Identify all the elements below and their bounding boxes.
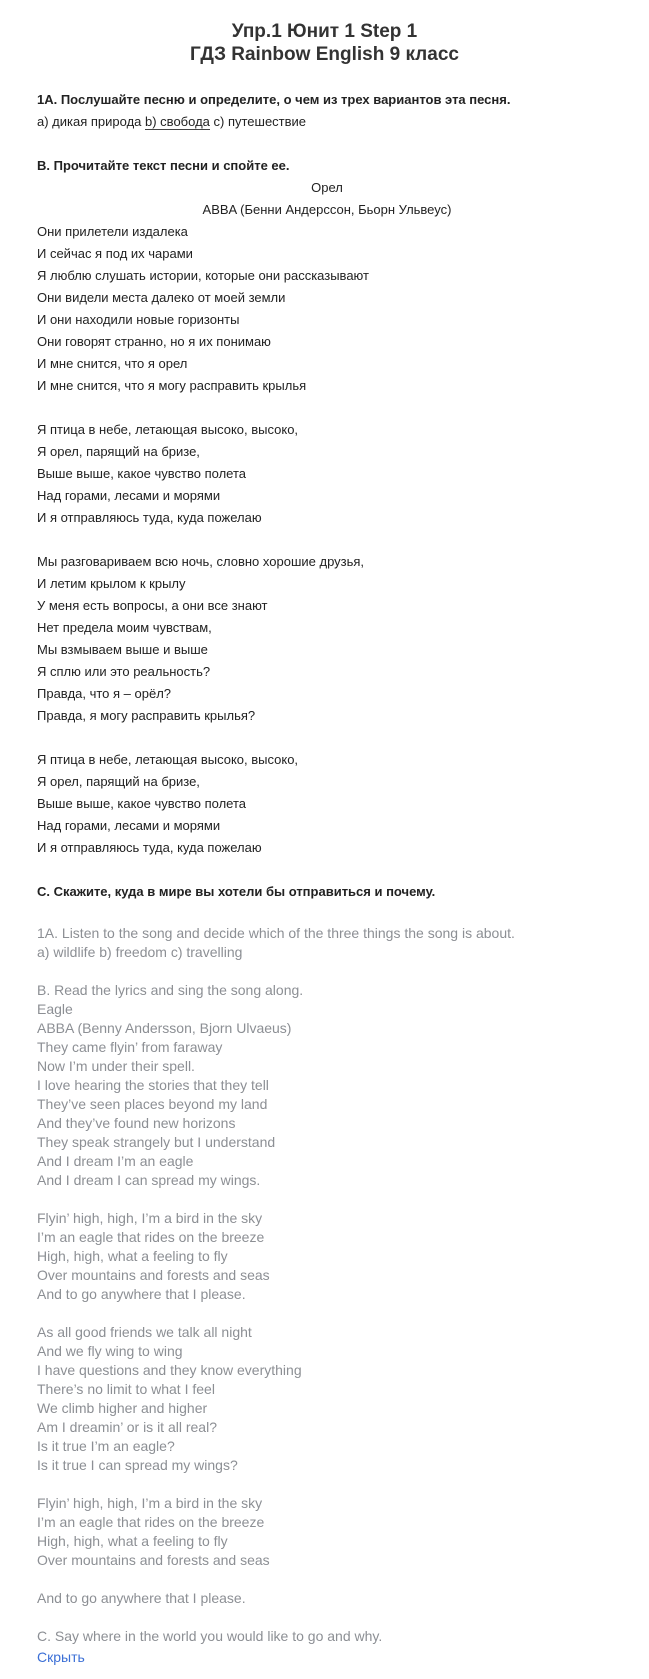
lyric-line: They speak strangely but I understand	[37, 1134, 276, 1150]
ru-chorus-2	[37, 749, 617, 859]
lyric-line: Over mountains and forests and seas	[37, 1552, 270, 1568]
ru-chorus-1	[37, 419, 617, 529]
ru-question-1a: 1А. Послушайте песню и определите, о чем из трех вариантов эта песня.	[37, 92, 511, 107]
lyric-line: I love hearing the stories that they tell	[37, 1077, 269, 1093]
lyric-line: Мы разговариваем всю ночь, словно хорошие друзья,	[37, 554, 365, 569]
russian-section	[37, 89, 617, 903]
en-song-title: Eagle	[37, 1001, 73, 1017]
lyric-line: Я сплю или это реальность?	[37, 664, 211, 679]
english-section	[37, 924, 617, 1646]
ru-answer-1a	[37, 111, 617, 133]
lyric-line: И мне снится, что я орел	[37, 356, 188, 371]
lyric-line: Is it true I’m an eagle?	[37, 1438, 175, 1454]
lyric-line: Is it true I can spread my wings?	[37, 1457, 238, 1473]
lyric-line: У меня есть вопросы, а они все знают	[37, 598, 268, 613]
ru-song-author: ABBA (Бенни Андерссон, Бьорн Ульвеус)	[202, 202, 452, 217]
title-line-1: Упр.1 Юнит 1 Step 1	[231, 21, 418, 42]
lyric-line: Я люблю слушать истории, которые они рассказывают	[37, 268, 369, 283]
lyric-line: И я отправляюсь туда, куда пожелаю	[37, 840, 262, 855]
lyric-line: Над горами, лесами и морями	[37, 818, 221, 833]
ru-question-b: В. Прочитайте текст песни и спойте ее.	[37, 158, 290, 173]
lyric-line: High, high, what a feeling to fly	[37, 1533, 228, 1549]
ru-answer-selected: b) свобода	[145, 114, 210, 129]
hide-link[interactable]: Скрыть	[37, 1649, 85, 1665]
lyric-line: And I dream I’m an eagle	[37, 1153, 194, 1169]
lyric-line: Выше выше, какое чувство полета	[37, 466, 247, 481]
lyric-line: I have questions and they know everything	[37, 1362, 302, 1378]
lyric-line: They’ve seen places beyond my land	[37, 1096, 268, 1112]
lyric-line: High, high, what a feeling to fly	[37, 1248, 228, 1264]
lyric-line: There’s no limit to what I feel	[37, 1381, 215, 1397]
en-chorus-1	[37, 1209, 617, 1304]
lyric-line: Я орел, парящий на бризе,	[37, 444, 200, 459]
ru-verse-1	[37, 221, 617, 397]
lyric-line: Правда, что я – орёл?	[37, 686, 172, 701]
lyric-line: They came flyin’ from faraway	[37, 1039, 223, 1055]
lyric-line: And they’ve found new horizons	[37, 1115, 236, 1131]
lyric-line: Я орел, парящий на бризе,	[37, 774, 200, 789]
lyric-line: И они находили новые горизонты	[37, 312, 240, 327]
lyric-line: And I dream I can spread my wings.	[37, 1172, 261, 1188]
lyric-line: Выше выше, какое чувство полета	[37, 796, 247, 811]
en-chorus-2	[37, 1494, 617, 1570]
lyric-line: И сейчас я под их чарами	[37, 246, 193, 261]
ru-question-c: С. Скажите, куда в мире вы хотели бы отправиться и почему.	[37, 884, 436, 899]
en-answer-1a: a) wildlife b) freedom c) travelling	[37, 944, 243, 960]
lyric-line: And we fly wing to wing	[37, 1343, 183, 1359]
ru-song-title: Орел	[311, 180, 343, 195]
lyric-line: Now I’m under their spell.	[37, 1058, 195, 1074]
lyric-line: I’m an eagle that rides on the breeze	[37, 1229, 265, 1245]
ru-answer-option-a: а) дикая природа	[37, 114, 146, 129]
title-line-2: ГДЗ Rainbow English 9 класс	[190, 44, 459, 65]
lyric-line: We climb higher and higher	[37, 1400, 208, 1416]
lyric-line: Они говорят странно, но я их понимаю	[37, 334, 271, 349]
lyric-line: I’m an eagle that rides on the breeze	[37, 1514, 265, 1530]
lyric-line: Flyin’ high, high, I’m a bird in the sky	[37, 1495, 263, 1511]
lyric-line: Flyin’ high, high, I’m a bird in the sky	[37, 1210, 263, 1226]
lyric-line: Мы взмываем выше и выше	[37, 642, 208, 657]
lyric-line: Они видели места далеко от моей земли	[37, 290, 286, 305]
lyric-line: Over mountains and forests and seas	[37, 1267, 270, 1283]
en-song-author: ABBA (Benny Andersson, Bjorn Ulvaeus)	[37, 1020, 292, 1036]
lyric-line: Am I dreamin’ or is it all real?	[37, 1419, 217, 1435]
lyric-line: Нет предела моим чувствам,	[37, 620, 212, 635]
en-question-b: B. Read the lyrics and sing the song along.	[37, 982, 304, 998]
lyric-line: And to go anywhere that I please.	[37, 1286, 246, 1302]
page-title	[0, 20, 649, 66]
lyric-line: Правда, я могу расправить крылья?	[37, 708, 256, 723]
lyric-line: Они прилетели издалека	[37, 224, 188, 239]
ru-answer-option-c: c) путешествие	[209, 114, 307, 129]
lyric-line: And to go anywhere that I please.	[37, 1590, 246, 1606]
lyric-line: И я отправляюсь туда, куда пожелаю	[37, 510, 262, 525]
en-block-b	[37, 981, 617, 1190]
lyric-line: As all good friends we talk all night	[37, 1324, 252, 1340]
lyric-line: И мне снится, что я могу расправить крылья	[37, 378, 307, 393]
lyric-line: Я птица в небе, летающая высоко, высоко,	[37, 422, 299, 437]
en-question-c: C. Say where in the world you would like to go and why.	[37, 1628, 383, 1644]
en-verse-2	[37, 1323, 617, 1475]
ru-verse-2	[37, 551, 617, 727]
lyric-line: Я птица в небе, летающая высоко, высоко,	[37, 752, 299, 767]
en-question-1a: 1A. Listen to the song and decide which of the three things the song is about.	[37, 925, 515, 941]
lyric-line: И летим крылом к крылу	[37, 576, 186, 591]
lyric-line: Над горами, лесами и морями	[37, 488, 221, 503]
